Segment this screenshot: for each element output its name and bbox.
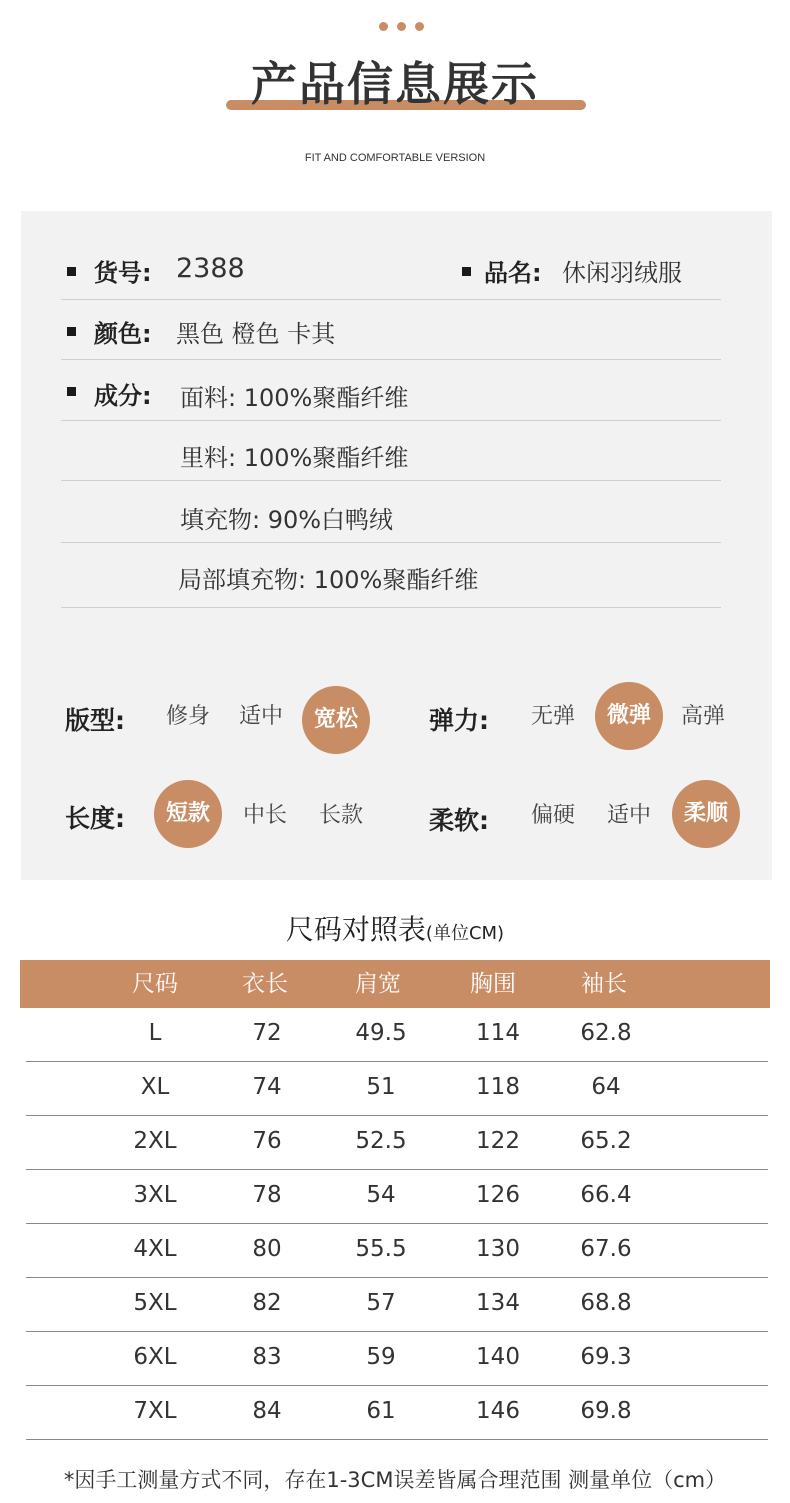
table-cell: L [148, 1020, 162, 1046]
table-cell: 140 [476, 1344, 520, 1370]
table-cell: 3XL [133, 1182, 177, 1208]
table-row [26, 1008, 768, 1062]
bullet-icon [67, 387, 76, 396]
dot [379, 22, 388, 31]
fit-option-slim: 修身 [165, 704, 210, 729]
table-cell: 69.3 [580, 1344, 632, 1370]
color-value: 黑色 橙色 卡其 [176, 320, 336, 348]
item-no-value: 2388 [176, 253, 245, 284]
table-row [26, 1062, 768, 1116]
table-cell: 67.6 [580, 1236, 632, 1262]
table-cell: 62.8 [580, 1020, 632, 1046]
table-cell: 82 [252, 1290, 282, 1316]
measurement-footnote: *因手工测量方式不同，存在1-3CM误差皆属合理范围 测量单位（cm） [63, 1468, 727, 1492]
table-cell: 114 [476, 1020, 520, 1046]
bullet-icon [67, 327, 76, 336]
dot [415, 22, 424, 31]
bullet-icon [462, 267, 471, 276]
table-cell: 126 [476, 1182, 520, 1208]
softness-option-medium: 适中 [606, 803, 651, 828]
composition-line: 面料: 100%聚酯纤维 [180, 384, 409, 412]
length-label: 长度: [65, 804, 125, 833]
table-cell: 59 [366, 1344, 396, 1370]
elasticity-option-high: 高弹 [680, 704, 725, 729]
table-cell: 4XL [133, 1236, 177, 1262]
table-cell: 51 [366, 1074, 396, 1100]
product-name-value: 休闲羽绒服 [562, 259, 682, 287]
table-row [26, 1170, 768, 1224]
table-cell: XL [140, 1074, 170, 1100]
decorative-dots [379, 22, 424, 31]
length-option-long: 长款 [318, 803, 363, 828]
composition-line: 局部填充物: 100%聚酯纤维 [178, 566, 479, 594]
table-cell: 52.5 [355, 1128, 407, 1154]
table-cell: 5XL [133, 1290, 177, 1316]
table-row [26, 1332, 768, 1386]
table-cell: 84 [252, 1398, 282, 1424]
composition-label: 成分: [94, 382, 152, 410]
info-row-composition [61, 483, 721, 543]
softness-option-smooth-selected: 柔顺 [672, 780, 740, 848]
table-cell: 2XL [133, 1128, 177, 1154]
elasticity-option-slight-selected: 微弹 [595, 682, 663, 750]
size-table-unit: (单位CM) [425, 923, 505, 944]
table-cell: 64 [591, 1074, 621, 1100]
table-cell: 65.2 [580, 1128, 632, 1154]
table-cell: 69.8 [580, 1398, 632, 1424]
title-block [0, 56, 790, 116]
elasticity-option-none: 无弹 [530, 704, 575, 729]
table-cell: 6XL [133, 1344, 177, 1370]
table-cell: 74 [252, 1074, 282, 1100]
composition-line: 里料: 100%聚酯纤维 [180, 444, 409, 472]
header-cell-chest: 胸围 [470, 971, 516, 997]
table-cell: 122 [476, 1128, 520, 1154]
table-cell: 66.4 [580, 1182, 632, 1208]
info-row-composition [61, 548, 721, 608]
page-title: 产品信息展示 [251, 57, 539, 111]
info-row-composition [61, 421, 721, 481]
table-row [26, 1278, 768, 1332]
table-row [26, 1224, 768, 1278]
fit-option-regular: 适中 [238, 704, 283, 729]
size-table-title [0, 908, 790, 948]
header-cell-sleeve: 袖长 [581, 971, 627, 997]
size-table-header [20, 960, 770, 1008]
table-cell: 146 [476, 1398, 520, 1424]
table-cell: 80 [252, 1236, 282, 1262]
table-cell: 78 [252, 1182, 282, 1208]
header-cell-length: 衣长 [242, 971, 288, 997]
table-cell: 76 [252, 1128, 282, 1154]
table-cell: 7XL [133, 1398, 177, 1424]
table-cell: 55.5 [355, 1236, 407, 1262]
table-cell: 134 [476, 1290, 520, 1316]
table-cell: 68.8 [580, 1290, 632, 1316]
table-cell: 61 [366, 1398, 396, 1424]
table-row [26, 1116, 768, 1170]
fit-label: 版型: [65, 706, 125, 735]
color-label: 颜色: [94, 320, 152, 348]
length-option-short-selected: 短款 [154, 780, 222, 848]
table-cell: 57 [366, 1290, 396, 1316]
info-row-composition [61, 361, 721, 421]
table-row [26, 1386, 768, 1440]
product-info-panel [21, 211, 772, 880]
info-row-item-name [61, 240, 721, 300]
product-name-label: 品名: [484, 259, 542, 287]
info-row-color [61, 300, 721, 360]
page-subtitle: FIT AND COMFORTABLE VERSION [304, 152, 486, 164]
softness-option-firm: 偏硬 [530, 803, 575, 828]
dot [397, 22, 406, 31]
table-cell: 54 [366, 1182, 396, 1208]
table-cell: 118 [476, 1074, 520, 1100]
bullet-icon [67, 267, 76, 276]
elasticity-label: 弹力: [429, 706, 489, 735]
composition-line: 填充物: 90%白鸭绒 [180, 506, 394, 534]
length-option-mid: 中长 [242, 803, 287, 828]
header-cell-size: 尺码 [132, 971, 178, 997]
fit-option-loose-selected: 宽松 [302, 686, 370, 754]
item-no-label: 货号: [94, 259, 152, 287]
table-cell: 83 [252, 1344, 282, 1370]
header-cell-shoulder: 肩宽 [355, 971, 401, 997]
size-table-title-text: 尺码对照表 [285, 913, 426, 946]
table-cell: 72 [252, 1020, 282, 1046]
table-cell: 130 [476, 1236, 520, 1262]
table-cell: 49.5 [355, 1020, 407, 1046]
softness-label: 柔软: [429, 806, 489, 835]
